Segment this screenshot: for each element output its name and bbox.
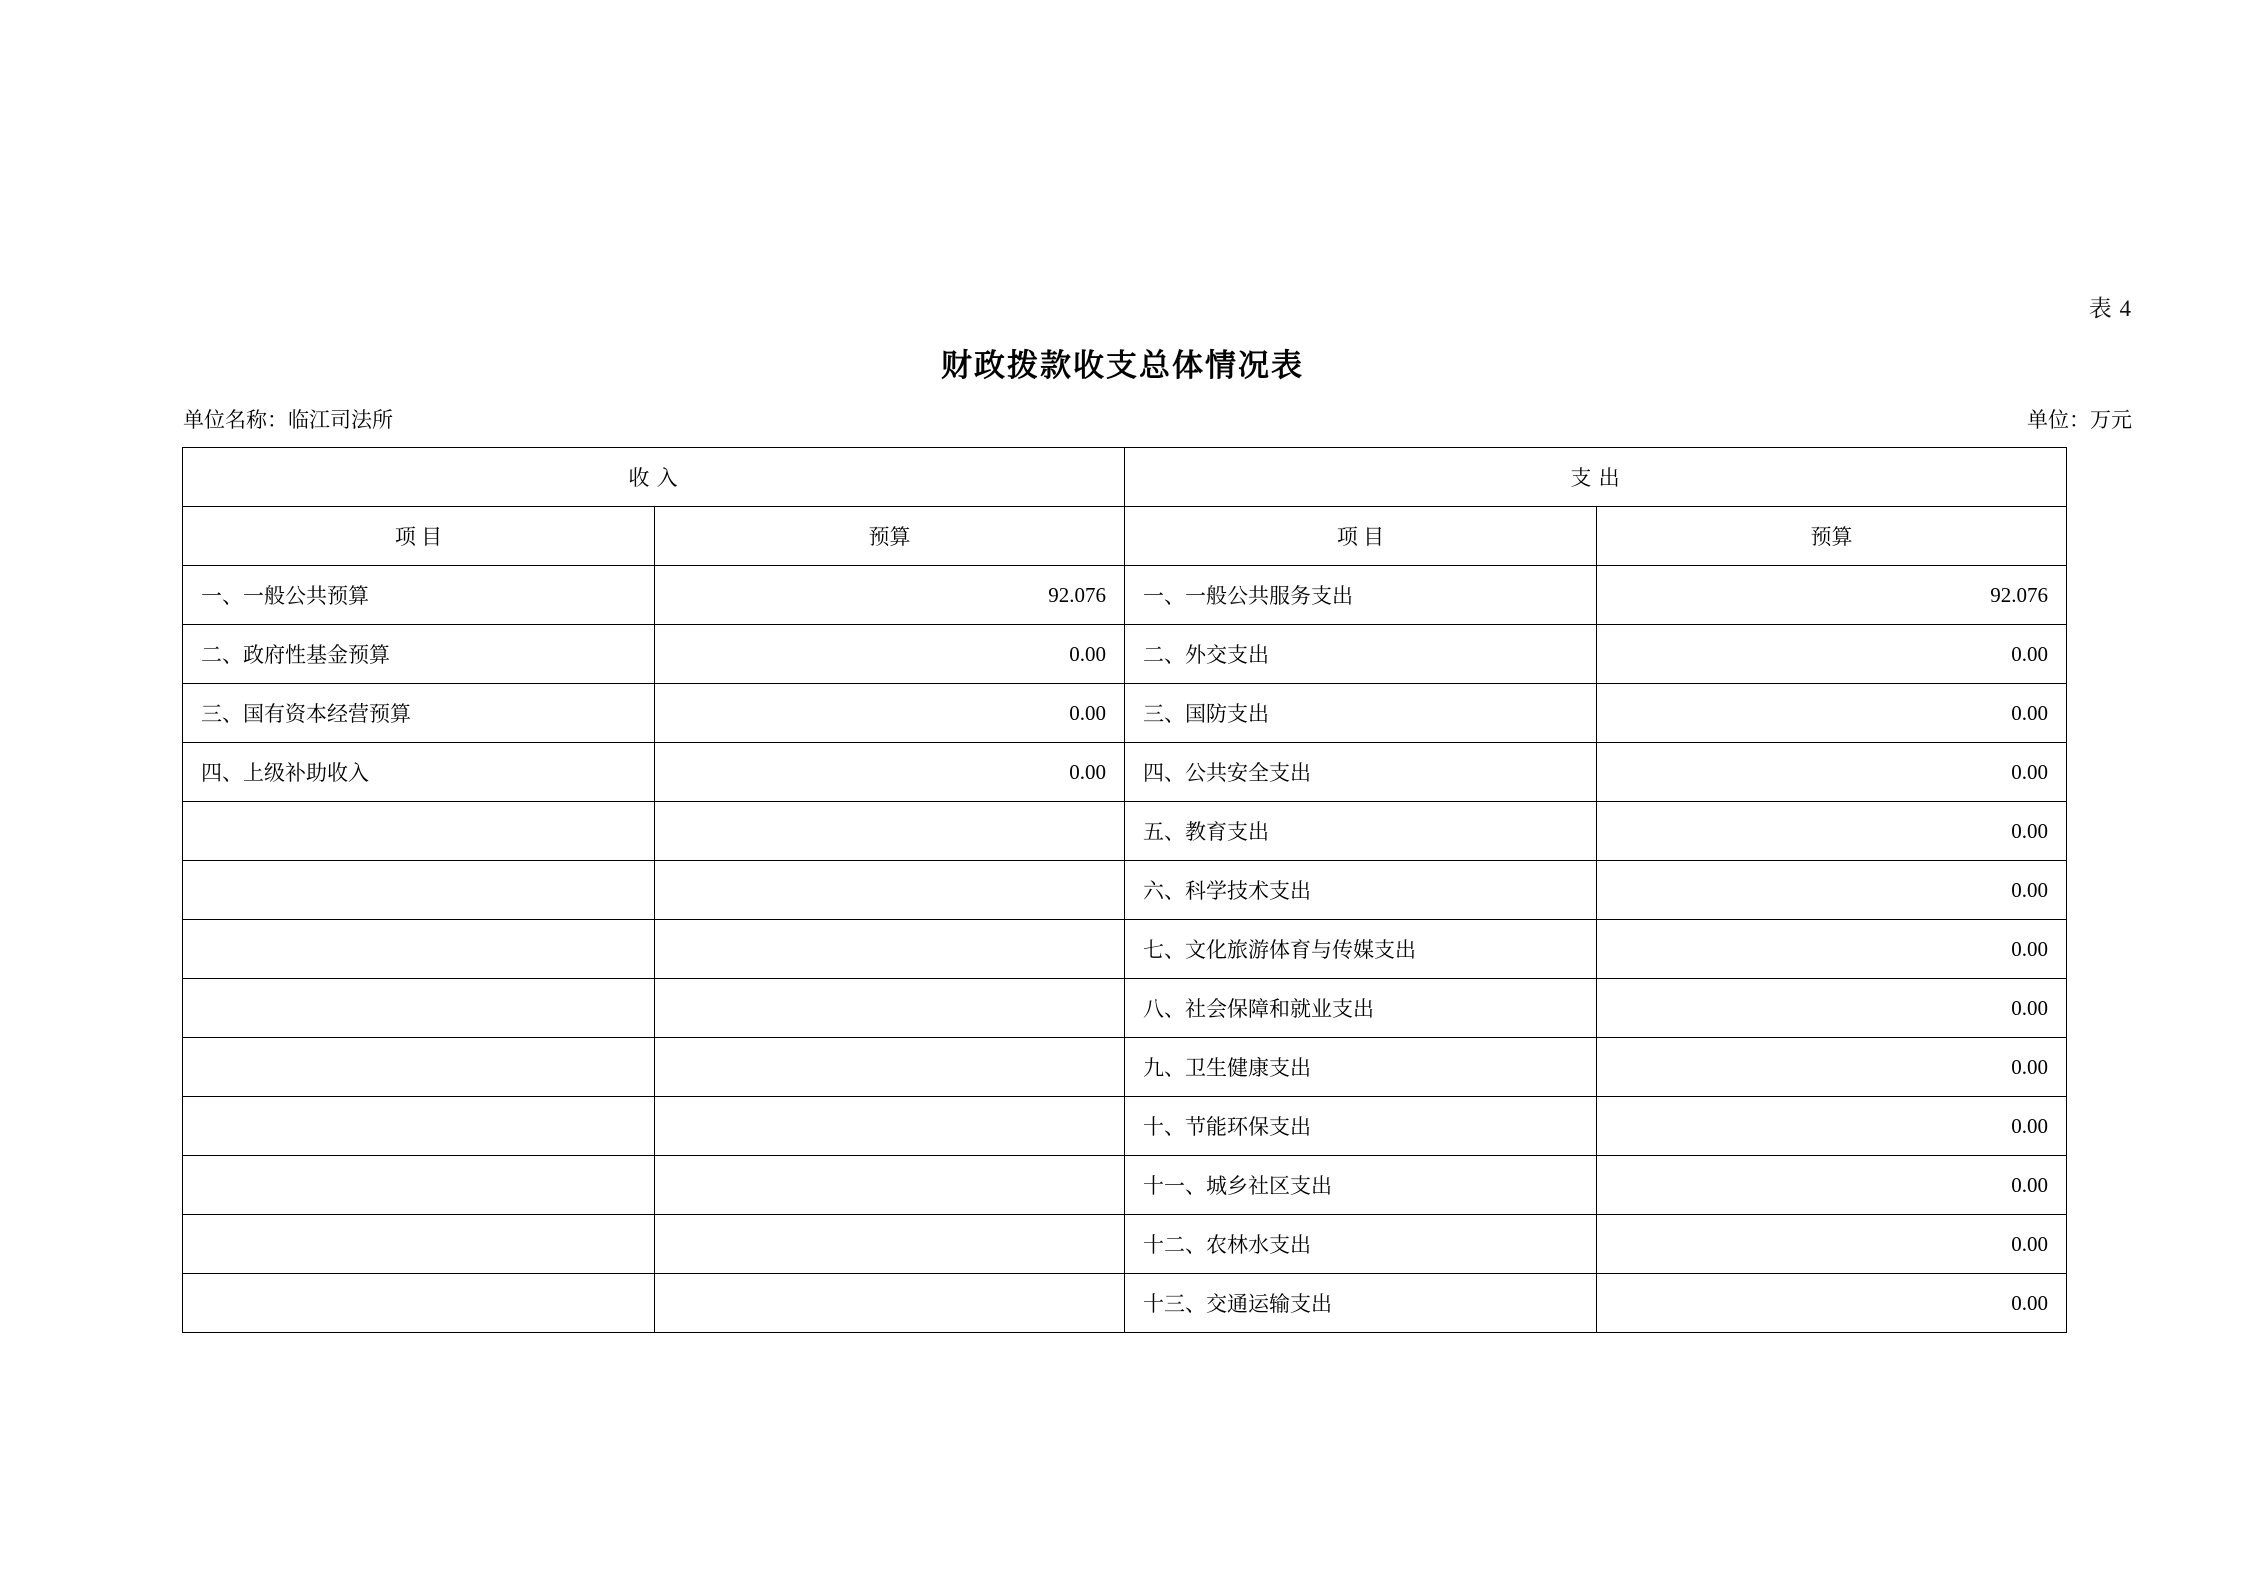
income-item <box>183 1156 655 1215</box>
expense-value: 0.00 <box>1597 802 2067 861</box>
sheet-label: 表 4 <box>2088 296 2132 321</box>
income-item <box>183 979 655 1038</box>
table-row <box>183 566 2067 625</box>
expense-value: 0.00 <box>1597 1097 2067 1156</box>
income-item: 三、国有资本经营预算 <box>183 684 655 743</box>
income-item: 四、上级补助收入 <box>183 743 655 802</box>
meta-row <box>183 404 2132 434</box>
expense-value: 0.00 <box>1597 1274 2067 1333</box>
expense-value: 0.00 <box>1597 743 2067 802</box>
table-row <box>183 1097 2067 1156</box>
page-title: 财政拨款收支总体情况表 <box>941 348 1304 383</box>
table-row <box>183 802 2067 861</box>
unit-name-label: 单位名称： <box>183 408 288 432</box>
income-item <box>183 861 655 920</box>
income-value <box>655 802 1125 861</box>
table-body <box>183 448 2067 1333</box>
table-row <box>183 684 2067 743</box>
table-row <box>183 625 2067 684</box>
table-row <box>183 979 2067 1038</box>
budget-table <box>182 447 2067 1333</box>
income-value: 0.00 <box>655 743 1125 802</box>
income-value <box>655 1274 1125 1333</box>
expense-value: 0.00 <box>1597 861 2067 920</box>
income-value <box>655 1097 1125 1156</box>
income-item <box>183 802 655 861</box>
expense-value: 0.00 <box>1597 684 2067 743</box>
unit-name-value: 临江司法所 <box>288 408 393 432</box>
table-row <box>183 1156 2067 1215</box>
income-value <box>655 979 1125 1038</box>
expense-item: 三、国防支出 <box>1125 684 1597 743</box>
expense-value: 0.00 <box>1597 1156 2067 1215</box>
table-row <box>183 1274 2067 1333</box>
table-row <box>183 861 2067 920</box>
expense-item: 十三、交通运输支出 <box>1125 1274 1597 1333</box>
expense-item: 九、卫生健康支出 <box>1125 1038 1597 1097</box>
expense-value: 0.00 <box>1597 1215 2067 1274</box>
income-value <box>655 920 1125 979</box>
income-value <box>655 861 1125 920</box>
income-item: 一、一般公共预算 <box>183 566 655 625</box>
unit-name <box>183 404 393 434</box>
income-item: 二、政府性基金预算 <box>183 625 655 684</box>
table-sub-header-row <box>183 507 2067 566</box>
income-item <box>183 1097 655 1156</box>
expense-value: 0.00 <box>1597 625 2067 684</box>
expense-value: 92.076 <box>1597 566 2067 625</box>
column-header-expense-item: 项 目 <box>1125 507 1597 566</box>
income-value <box>655 1215 1125 1274</box>
income-item <box>183 1038 655 1097</box>
column-header-income-budget: 预算 <box>655 507 1125 566</box>
expense-value: 0.00 <box>1597 979 2067 1038</box>
expense-item: 十、节能环保支出 <box>1125 1097 1597 1156</box>
expense-item: 八、社会保障和就业支出 <box>1125 979 1597 1038</box>
income-item <box>183 1274 655 1333</box>
expense-item: 六、科学技术支出 <box>1125 861 1597 920</box>
table-row <box>183 920 2067 979</box>
expense-value: 0.00 <box>1597 920 2067 979</box>
expense-item: 十二、农林水支出 <box>1125 1215 1597 1274</box>
table-group-header-row <box>183 448 2067 507</box>
unit-measure: 单位：万元 <box>2027 408 2132 432</box>
group-header-income: 收 入 <box>183 448 1125 507</box>
income-item <box>183 1215 655 1274</box>
expense-item: 七、文化旅游体育与传媒支出 <box>1125 920 1597 979</box>
expense-item: 四、公共安全支出 <box>1125 743 1597 802</box>
table-row <box>183 1215 2067 1274</box>
column-header-expense-budget: 预算 <box>1597 507 2067 566</box>
expense-item: 二、外交支出 <box>1125 625 1597 684</box>
expense-item: 十一、城乡社区支出 <box>1125 1156 1597 1215</box>
expense-item: 一、一般公共服务支出 <box>1125 566 1597 625</box>
income-item <box>183 920 655 979</box>
income-value <box>655 1038 1125 1097</box>
income-value <box>655 1156 1125 1215</box>
income-value: 92.076 <box>655 566 1125 625</box>
column-header-income-item: 项 目 <box>183 507 655 566</box>
expense-item: 五、教育支出 <box>1125 802 1597 861</box>
income-value: 0.00 <box>655 684 1125 743</box>
table-row <box>183 1038 2067 1097</box>
expense-value: 0.00 <box>1597 1038 2067 1097</box>
income-value: 0.00 <box>655 625 1125 684</box>
group-header-expense: 支 出 <box>1125 448 2067 507</box>
table-row <box>183 743 2067 802</box>
